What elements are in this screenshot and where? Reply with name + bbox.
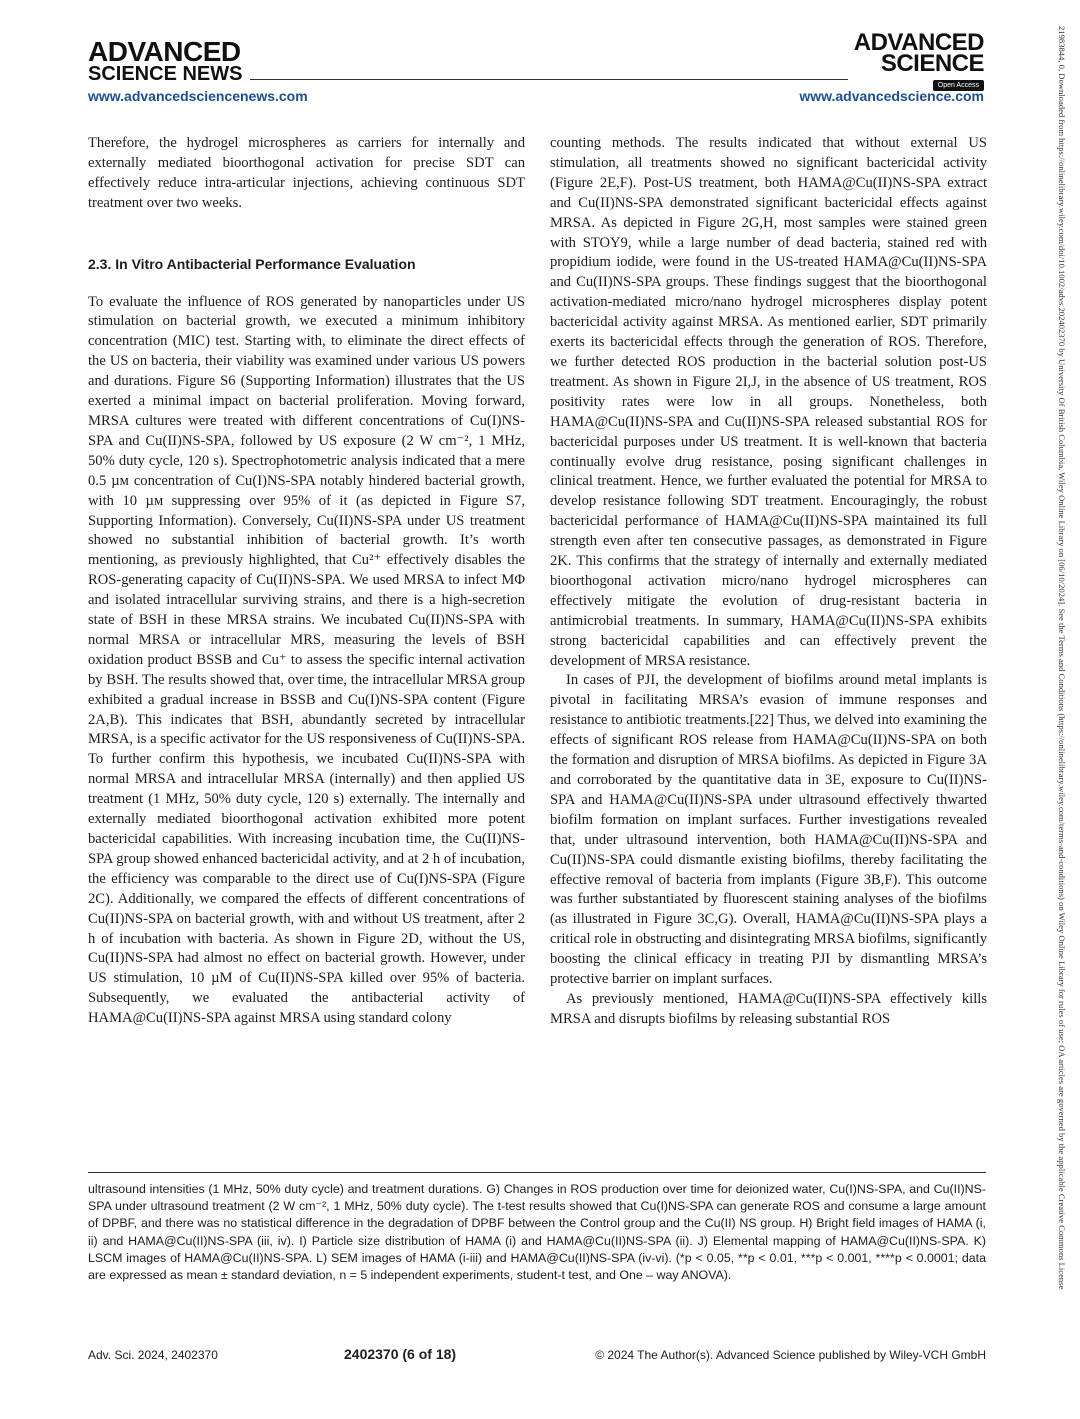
download-side-note: 21983844, 0, Downloaded from https://onlinelibrary.wiley.com/doi/10.1002/advs.202402370 by University Of British Columbia, Wiley Online Library on [06/10/2024]. See the Terms and Conditions (https://onlinelibrary.wiley.com/terms-and-conditions) on Wiley Online Library for rules of use; OA articles are governed by the applicable Creative Commons License [1057,26,1067,1290]
paragraph: counting methods. The results indicated that without external US stimulation, all treatments showed no significant bactericidal activity (Figure 2E,F). Post-US treatment, both HAMA@Cu(II)NS-SPA extract and Cu(II)NS-SPA demonstrated significant bactericidal effects against MRSA. As depicted in Figure 2G,H, most samples were stained green with STOY9, while a large number of dead bacteria, stained red with propidium iodide, were found in the US-treated HAMA@Cu(II)NS-SPA and Cu(II)NS-SPA groups. These findings suggest that the bioorthogonal activation-mediated micro/nano hydrogel microspheres display potent bactericidal activity against MRSA. As mentioned earlier, SDT primarily exerts its bactericidal effects through the generation of ROS. Therefore, we further detected ROS production in the bacterial solution post-US treatment. As shown in Figure 2I,J, in the absence of US treatment, ROS positivity rates were low in all groups. Nonetheless, both HAMA@Cu(II)NS-SPA and Cu(II)NS-SPA released substantial ROS for bactericidal purposes under US treatment. It is well-known that bacteria continually evolve drug resistance, posing significant challenges in clinical treatment. Hence, we further evaluated the potential for MRSA to develop resistance following SDT treatment. Encouragingly, the robust bactericidal performance of HAMA@Cu(II)NS-SPA maintained its full strength even after ten consecutive passages, as demonstrated in Figure 2K. This confirms that the strategy of internally and externally mediated bioorthogonal activation micro/nano hydrogel microspheres can effectively mitigate the evolution of drug-resistant bacteria in antimicrobial treatments. In summary, HAMA@Cu(II)NS-SPA exhibits strong bactericidal capabilities and can effectively prevent the development of MRSA resistance. [550,135,987,669]
logo-right-line2: SCIENCE [880,50,984,77]
journal-logo-left [88,36,848,85]
caption-divider [88,1172,986,1173]
paragraph: In cases of PJI, the development of biofilms around metal implants is pivotal in facilitating MRSA’s evasion of immune responses and resistance to antibiotic treatments.[22] Thus, we delved into examining the effects of significant ROS release from HAMA@Cu(II)NS-SPA on both the formation and disruption of MRSA biofilms. As depicted in Figure 3A and corroborated by the quantitative data in 3E, exposure to Cu(II)NS-SPA and HAMA@Cu(II)NS-SPA under ultrasound effectively thwarted biofilm formation on implant surfaces. Further investigations revealed that, under ultrasound intervention, both HAMA@Cu(II)NS-SPA and Cu(II)NS-SPA could dismantle existing biofilms, thereby facilitating the effective removal of bacteria from implants (Figure 3B,F). This outcome was further substantiated by fluorescent staining analyses of the biofilms (as illustrated in Figure 3C,G). Overall, HAMA@Cu(II)NS-SPA plays a critical role in obstructing and disintegrating MRSA biofilms, significantly boosting the clinical efficacy in treating PJI by dismantling MRSA’s protective barrier on implant surfaces. [550,672,987,988]
logo-left-line2: SCIENCE NEWS [88,63,243,85]
footer-journal-citation: Adv. Sci. 2024, 2402370 [88,1348,218,1362]
journal-url-link[interactable]: www.advancedscience.com [799,88,984,104]
footer-page-number: 2402370 (6 of 18) [344,1346,457,1362]
figure-caption: ultrasound intensities (1 MHz, 50% duty cycle) and treatment durations. G) Changes in ROS production over time for deionized water, Cu(I)NS-SPA, and Cu(II)NS-SPA under ultrasound treatment (2 W cm⁻², 1 MHz, 50% duty cycle). The t-test results showed that Cu(I)NS-SPA can generate ROS and consume a large amount of DPBF, and there was no statistical difference in the degradation of DPBF between the Control group and the Cu(II) NS group. H) Bright field images of HAMA (i, ii) and HAMA@Cu(II)NS-SPA (iii, iv). I) Particle size distribution of HAMA (i) and HAMA@Cu(II)NS-SPA (ii). J) Elemental mapping of HAMA@Cu(II)NS-SPA. K) LSCM images of HAMA@Cu(II)NS-SPA. L) SEM images of HAMA (i-iii) and HAMA@Cu(II)NS-SPA (iv-vi). (*p < 0.05, **p < 0.01, ***p < 0.001, ****p < 0.0001; data are expressed as mean ± standard deviation, n = 5 independent experiments, student-t test, and One – way ANOVA). [88,1182,986,1283]
logo-left-line2-row [88,64,848,84]
logo-right-line1: ADVANCED [853,29,984,56]
paragraph: Therefore, the hydrogel microspheres as carriers for internally and externally mediated bioorthogonal activation for precise SDT can effectively reduce intra-articular injections, achieving continuous SDT treatment over two weeks. [88,135,525,211]
paragraph: To evaluate the influence of ROS generated by nanoparticles under US stimulation on bacterial growth, we executed a minimum inhibitory concentration (MIC) test. Starting with, to eliminate the direct effects of the US on bacteria, their viability was examined under various US powers and durations. Figure S6 (Supporting Information) illustrates that the US exerted a minimal impact on bacterial proliferation. Moving forward, MRSA cultures were treated with different concentrations of Cu(I)NS-SPA and Cu(II)NS-SPA, followed by US exposure (2 W cm⁻², 1 MHz, 50% duty cycle, 120 s). Spectrophotometric analysis indicated that a mere 0.5 µм concentration of Cu(I)NS-SPA notably hindered bacterial growth, with 10 µм suppressing over 95% of it (as depicted in Figure S7, Supporting Information). Conversely, Cu(II)NS-SPA under US treatment showed no substantial inhibition of bacterial growth. It’s worth mentioning, as previously highlighted, that Cu²⁺ effectively disables the ROS-generating capacity of Cu(II)NS-SPA. We used MRSA to infect MΦ and isolated intracellular surviving strains, and there is a high-secretion state of BSH in these MRSA strains. We incubated Cu(II)NS-SPA with normal MRSA or intracellular MRS, measuring the levels of BSH oxidation product BSSB and Cu⁺ to assess the specific internal activation by BSH. The results showed that, over time, the intracellular MRSA group exhibited a gradual increase in BSSB and Cu(I)NS-SPA content (Figure 2A,B). This indicates that BSH, abundantly secreted by intracellular MRSA, is a specific activator for the US responsiveness of Cu(II)NS-SPA. To further confirm this hypothesis, we incubated Cu(II)NS-SPA with normal MRSA and intracellular MRSA (internally) and then applied US treatment (1 MHz, 50% duty cycle, 120 s) externally. The internally and externally mediated bioorthogonal activation exhibited more potent bactericidal capabilities. With increasing incubation time, the Cu(II)NS-SPA group showed enhanced bactericidal activity, and at 2 h of incubation, the efficiency was comparable to the direct use of Cu(I)NS-SPA (Figure 2C). Additionally, we compared the effects of different concentrations of Cu(II)NS-SPA on bacterial growth, with and without US treatment, after 2 h of incubation with bacteria. As shown in Figure 2D, without the US, Cu(II)NS-SPA had almost no effect on bacterial growth. However, under US stimulation, 10 µM of Cu(II)NS-SPA killed over 95% of bacteria. Subsequently, we evaluated the antibacterial activity of HAMA@Cu(II)NS-SPA against MRSA using standard colony [88,293,525,1027]
right-text-column [550,134,987,1030]
open-access-badge: Open Access [933,80,984,91]
logo-left-line1: ADVANCED [88,36,241,67]
left-text-column [88,134,525,1029]
section-heading: 2.3. In Vitro Antibacterial Performance Evaluation [88,255,416,272]
footer-copyright: © 2024 The Author(s). Advanced Science published by Wiley-VCH GmbH [595,1348,986,1362]
journal-logo-right [853,29,984,92]
publisher-url-link[interactable]: www.advancedsciencenews.com [88,88,308,104]
header-rule [250,79,848,80]
paragraph: As previously mentioned, HAMA@Cu(II)NS-SPA effectively kills MRSA and disrupts biofilms by releasing substantial ROS [550,990,987,1027]
